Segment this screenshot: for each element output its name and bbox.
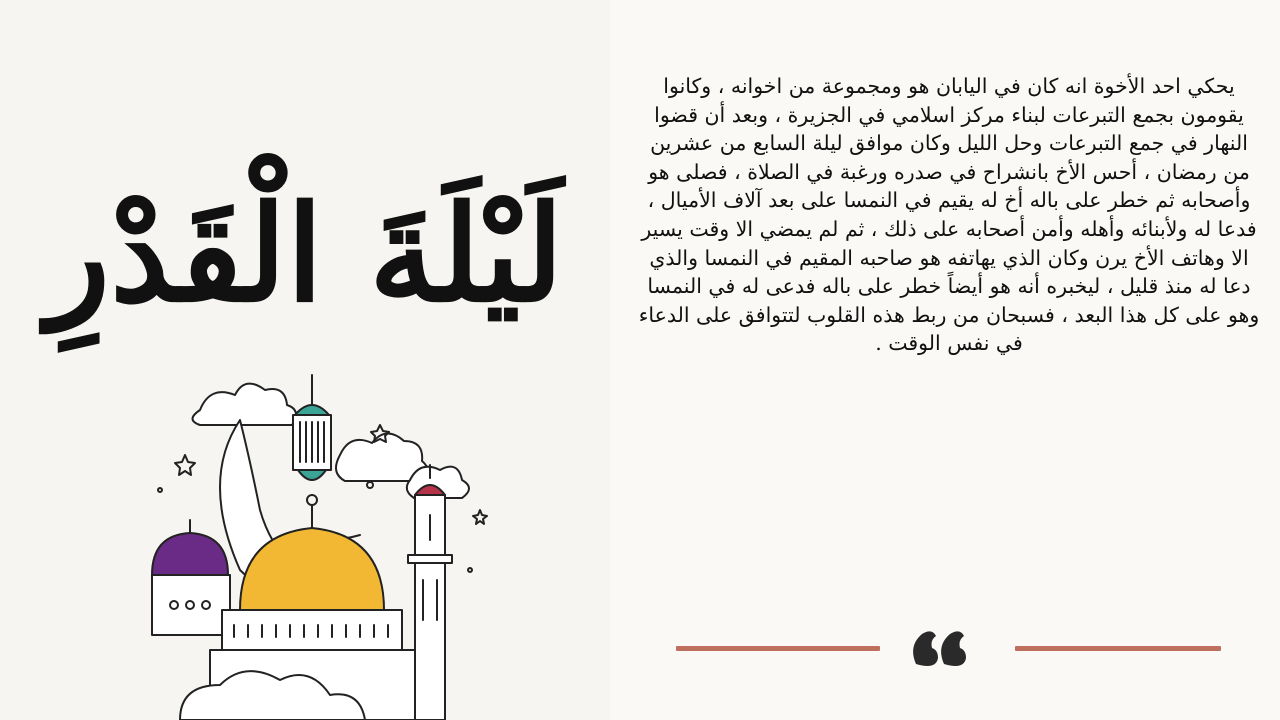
quote-icon — [910, 626, 970, 670]
story-paragraph: يحكي احد الأخوة انه كان في اليابان هو ومجموعة من اخوانه ، وكانوا يقومون بجمع التبرعات لبناء مركز اسلامي في الجزيرة ، وبعد أن قضوا النهار في جمع التبرعات وحل الليل وكان موافق ليلة السابع من عشرين من رمضان ، أحس الأخ بانشراح في صدره ورغبة في الصلاة ، فصلى هو وأصحابه ثم خطر على باله أخ له يقيم في النمسا على بعد آلاف الأميال ، فدعا له ولأبنائه وأهله وأمن أصحابه على ذلك ، ثم لم يمضي الا وقت يسير الا وهاتف الأخ يرن وكان الذي يهاتفه هو صاحبه المقيم في النمسا والذي دعا له منذ قليل ، ليخبره أنه هو أيضاً خطر على باله فدعى له في النمسا وهو على كل هذا البعد ، فسبحان من ربط هذه القلوب لتتوافق على الدعاء في نفس الوقت . — [638, 74, 1260, 356]
calligraphy-title-text: لَيْلَةَ الْقَدْرِ — [46, 177, 564, 332]
divider-left — [676, 646, 880, 651]
divider-right — [1015, 646, 1221, 651]
left-panel — [0, 0, 610, 720]
mosque-illustration — [140, 370, 520, 720]
calligraphy-title — [20, 95, 590, 375]
